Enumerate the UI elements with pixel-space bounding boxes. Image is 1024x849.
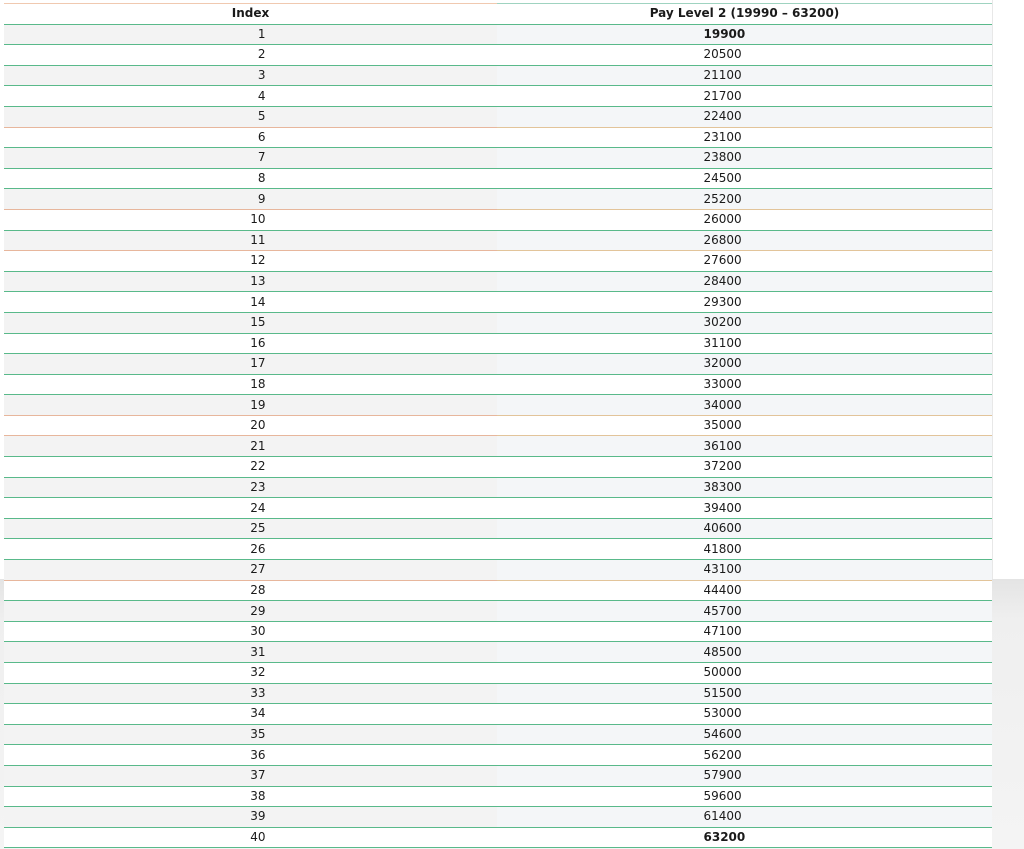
pay-value: 59600	[703, 788, 742, 803]
pay-value: 36100	[703, 438, 742, 453]
index-cell	[4, 663, 497, 684]
pay-cell	[497, 621, 992, 642]
index-cell	[4, 292, 497, 313]
index-cell	[4, 786, 497, 807]
pay-cell	[497, 148, 992, 169]
pay-cell	[497, 251, 992, 272]
index-cell	[4, 518, 497, 539]
index-cell	[4, 168, 497, 189]
index-value: 11	[250, 232, 266, 247]
index-value: 8	[257, 171, 266, 186]
pay-value: 56200	[703, 747, 742, 762]
index-cell	[4, 477, 497, 498]
index-cell	[4, 765, 497, 786]
pay-value: 32000	[703, 356, 742, 371]
pay-value: 24500	[703, 171, 742, 186]
index-cell	[4, 374, 497, 395]
pay-cell	[497, 312, 992, 333]
index-value: 3	[257, 68, 266, 83]
pay-cell	[497, 86, 992, 107]
index-value: 40	[250, 830, 266, 845]
table-row	[4, 292, 992, 313]
index-value: 18	[250, 376, 266, 391]
index-cell	[4, 24, 497, 45]
pay-value: 57900	[703, 768, 742, 783]
table-row	[4, 827, 992, 848]
index-value: 35	[250, 727, 266, 742]
index-cell	[4, 106, 497, 127]
table-row	[4, 415, 992, 436]
index-value: 31	[250, 644, 266, 659]
pay-value: 30200	[703, 315, 742, 330]
pay-cell	[497, 601, 992, 622]
pay-cell	[497, 518, 992, 539]
table-row	[4, 168, 992, 189]
index-value: 32	[250, 665, 266, 680]
table-row	[4, 786, 992, 807]
index-cell	[4, 580, 497, 601]
index-value: 30	[250, 624, 266, 639]
index-cell	[4, 704, 497, 725]
pay-cell	[497, 436, 992, 457]
index-cell	[4, 621, 497, 642]
table-row	[4, 724, 992, 745]
pay-cell	[497, 457, 992, 478]
pay-cell	[497, 127, 992, 148]
table-row	[4, 395, 992, 416]
page-edge	[992, 0, 1024, 579]
pay-value: 61400	[703, 809, 742, 824]
pay-cell	[497, 745, 992, 766]
index-cell	[4, 209, 497, 230]
index-cell	[4, 827, 497, 848]
table-row	[4, 436, 992, 457]
index-value: 20	[250, 418, 266, 433]
table-row	[4, 580, 992, 601]
pay-value: 22400	[703, 109, 742, 124]
pay-value: 39400	[703, 500, 742, 515]
table-row	[4, 24, 992, 45]
pay-value: 26800	[703, 232, 742, 247]
pay-value: 23100	[703, 129, 742, 144]
pay-value: 38300	[703, 479, 742, 494]
index-value: 22	[250, 459, 266, 474]
pay-cell	[497, 395, 992, 416]
index-value: 6	[257, 129, 266, 144]
index-value: 29	[250, 603, 266, 618]
pay-value: 34000	[703, 397, 742, 412]
pay-cell	[497, 683, 992, 704]
pay-cell	[497, 45, 992, 66]
index-cell	[4, 271, 497, 292]
index-cell	[4, 560, 497, 581]
index-cell	[4, 312, 497, 333]
index-cell	[4, 86, 497, 107]
table-row	[4, 189, 992, 210]
pay-cell	[497, 230, 992, 251]
index-value: 36	[250, 747, 266, 762]
table-row	[4, 477, 992, 498]
pay-cell	[497, 65, 992, 86]
index-cell	[4, 127, 497, 148]
pay-value: 21700	[703, 88, 742, 103]
pay-cell	[497, 827, 992, 848]
pay-cell	[497, 498, 992, 519]
pay-value: 50000	[703, 665, 742, 680]
table-row	[4, 621, 992, 642]
index-value: 39	[250, 809, 266, 824]
table-row	[4, 457, 992, 478]
pay-value: 51500	[703, 685, 742, 700]
pay-value: 28400	[703, 274, 742, 289]
index-value: 26	[250, 541, 266, 556]
index-cell	[4, 45, 497, 66]
index-value: 5	[257, 109, 266, 124]
pay-level-table	[4, 3, 992, 848]
pay-cell	[497, 765, 992, 786]
table-row	[4, 374, 992, 395]
index-cell	[4, 724, 497, 745]
pay-value: 21100	[703, 68, 742, 83]
table-row	[4, 704, 992, 725]
pay-cell	[497, 477, 992, 498]
pay-value: 33000	[703, 376, 742, 391]
table-row	[4, 209, 992, 230]
index-cell	[4, 333, 497, 354]
index-cell	[4, 601, 497, 622]
index-value: 27	[250, 562, 266, 577]
table-body	[4, 24, 992, 848]
index-value: 37	[250, 768, 266, 783]
pay-cell	[497, 724, 992, 745]
pay-cell	[497, 106, 992, 127]
table-row	[4, 807, 992, 828]
table-row	[4, 45, 992, 66]
table-row	[4, 271, 992, 292]
index-value: 7	[257, 150, 266, 165]
index-value: 34	[250, 706, 266, 721]
pay-cell	[497, 374, 992, 395]
index-value: 14	[250, 294, 266, 309]
index-cell	[4, 251, 497, 272]
table-row	[4, 354, 992, 375]
table-row	[4, 230, 992, 251]
pay-cell	[497, 786, 992, 807]
pay-value: 53000	[703, 706, 742, 721]
table-row	[4, 683, 992, 704]
table-row	[4, 765, 992, 786]
index-value: 28	[250, 582, 266, 597]
table-row	[4, 642, 992, 663]
table-row	[4, 560, 992, 581]
pay-value: 35000	[703, 418, 742, 433]
pay-cell	[497, 415, 992, 436]
pay-cell	[497, 189, 992, 210]
pay-value: 48500	[703, 644, 742, 659]
index-cell	[4, 65, 497, 86]
pay-value: 43100	[703, 562, 742, 577]
index-column-header: Index	[4, 4, 497, 25]
index-cell	[4, 148, 497, 169]
index-cell	[4, 189, 497, 210]
table-row	[4, 127, 992, 148]
pay-cell	[497, 24, 992, 45]
pay-value: 29300	[703, 294, 742, 309]
table-row	[4, 86, 992, 107]
pay-value: 41800	[703, 541, 742, 556]
pay-cell	[497, 560, 992, 581]
index-value: 17	[250, 356, 266, 371]
index-value: 24	[250, 500, 266, 515]
pay-value: 45700	[703, 603, 742, 618]
pay-cell	[497, 704, 992, 725]
pay-cell	[497, 168, 992, 189]
pay-value: 25200	[703, 191, 742, 206]
pay-cell	[497, 663, 992, 684]
index-cell	[4, 395, 497, 416]
table-row	[4, 601, 992, 622]
index-cell	[4, 230, 497, 251]
pay-value: 19900	[703, 26, 746, 41]
index-value: 25	[250, 521, 266, 536]
pay-value: 63200	[703, 830, 746, 845]
index-value: 23	[250, 479, 266, 494]
pay-value: 54600	[703, 727, 742, 742]
table-row	[4, 498, 992, 519]
pay-cell	[497, 271, 992, 292]
table-row	[4, 333, 992, 354]
index-value: 2	[257, 47, 266, 62]
index-cell	[4, 642, 497, 663]
index-value: 4	[257, 88, 266, 103]
pay-cell	[497, 333, 992, 354]
pay-cell	[497, 209, 992, 230]
index-value: 12	[250, 253, 266, 268]
pay-value: 20500	[703, 47, 742, 62]
table-row	[4, 65, 992, 86]
index-cell	[4, 745, 497, 766]
pay-cell	[497, 539, 992, 560]
index-value: 1	[257, 26, 266, 41]
table-row	[4, 539, 992, 560]
table-row	[4, 106, 992, 127]
pay-cell	[497, 642, 992, 663]
index-value: 15	[250, 315, 266, 330]
index-value: 10	[250, 212, 266, 227]
index-value: 19	[250, 397, 266, 412]
pay-value: 27600	[703, 253, 742, 268]
index-cell	[4, 807, 497, 828]
table-row	[4, 518, 992, 539]
pay-value: 23800	[703, 150, 742, 165]
index-cell	[4, 539, 497, 560]
pay-value: 26000	[703, 212, 742, 227]
table-row	[4, 745, 992, 766]
index-cell	[4, 436, 497, 457]
table-header-row	[4, 4, 992, 25]
index-value: 33	[250, 685, 266, 700]
pay-value: 37200	[703, 459, 742, 474]
index-cell	[4, 498, 497, 519]
index-cell	[4, 354, 497, 375]
pay-value: 31100	[703, 335, 742, 350]
table-row	[4, 663, 992, 684]
pay-cell	[497, 354, 992, 375]
index-value: 21	[250, 438, 266, 453]
index-cell	[4, 415, 497, 436]
pay-cell	[497, 292, 992, 313]
table-row	[4, 251, 992, 272]
index-cell	[4, 683, 497, 704]
pay-cell	[497, 580, 992, 601]
index-value: 9	[257, 191, 266, 206]
index-cell	[4, 457, 497, 478]
index-value: 16	[250, 335, 266, 350]
pay-column-header: Pay Level 2 (19990 – 63200)	[497, 4, 992, 25]
index-value: 13	[250, 274, 266, 289]
pay-value: 40600	[703, 521, 742, 536]
index-value: 38	[250, 788, 266, 803]
table-row	[4, 312, 992, 333]
pay-value: 47100	[703, 624, 742, 639]
pay-value: 44400	[703, 582, 742, 597]
table-row	[4, 148, 992, 169]
pay-cell	[497, 807, 992, 828]
